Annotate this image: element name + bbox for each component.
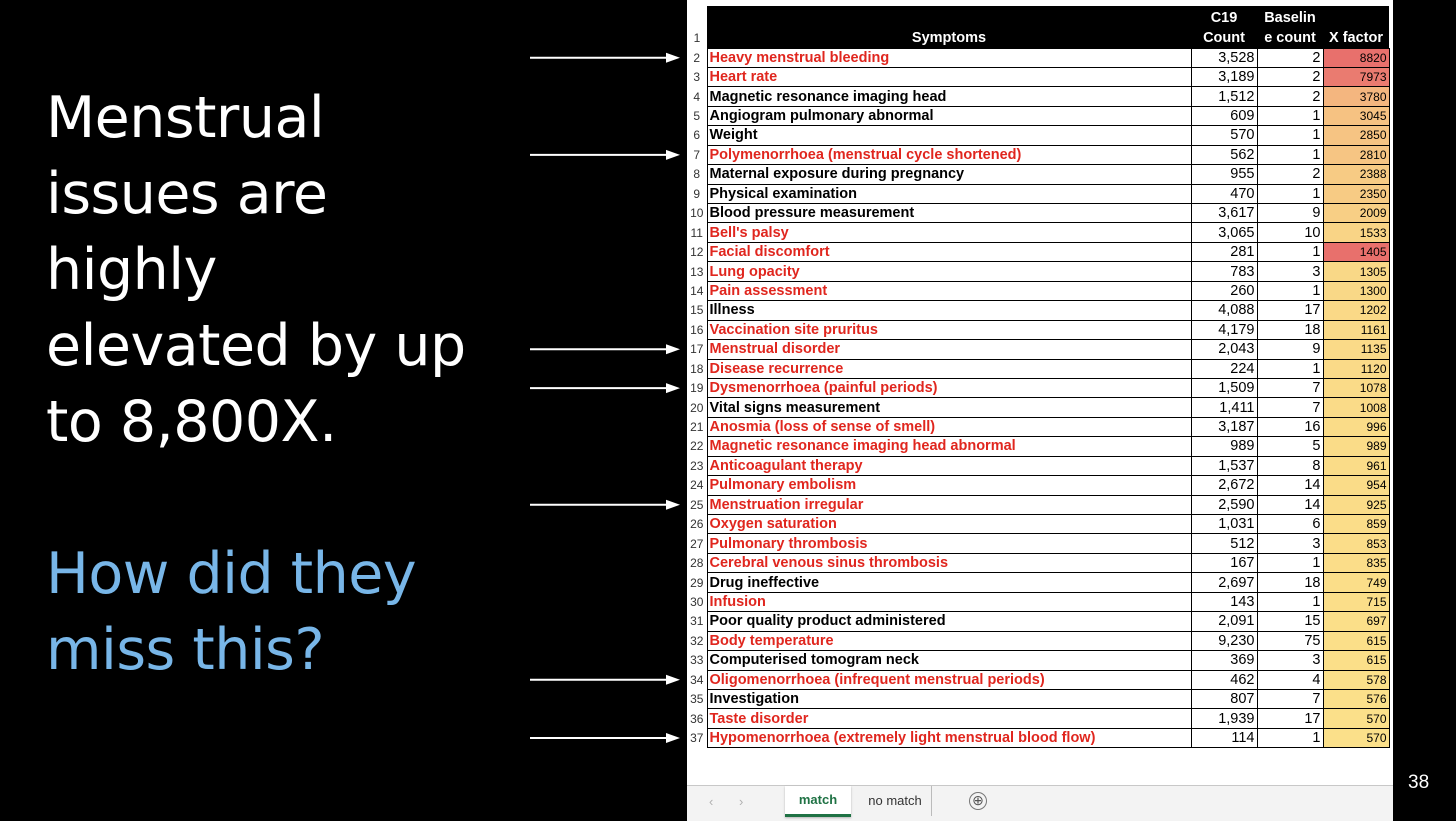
- x-factor-cell[interactable]: 2810: [1323, 145, 1389, 164]
- table-row: [687, 495, 1389, 514]
- symptom-cell[interactable]: Pulmonary thrombosis: [707, 534, 1191, 553]
- c19-count-cell[interactable]: 4,179: [1191, 320, 1257, 339]
- row-number[interactable]: 9: [687, 184, 707, 203]
- x-factor-cell[interactable]: 7973: [1323, 67, 1389, 86]
- row-number[interactable]: 3: [687, 67, 707, 86]
- baseline-count-cell[interactable]: 18: [1257, 320, 1323, 339]
- c19-count-cell[interactable]: 1,031: [1191, 515, 1257, 534]
- row-number[interactable]: 17: [687, 340, 707, 359]
- table-row: [687, 359, 1389, 378]
- arrow-right-icon: [530, 150, 680, 160]
- baseline-count-cell[interactable]: 2: [1257, 48, 1323, 67]
- headline-line: Menstrual: [46, 85, 325, 151]
- table-row: [687, 320, 1389, 339]
- row-number[interactable]: 36: [687, 709, 707, 728]
- arrow-right-icon: [530, 733, 680, 743]
- x-factor-cell[interactable]: 8820: [1323, 48, 1389, 67]
- c19-count-cell[interactable]: 9,230: [1191, 631, 1257, 650]
- row-number[interactable]: 19: [687, 378, 707, 397]
- table-row: [687, 126, 1389, 145]
- row-number[interactable]: 24: [687, 476, 707, 495]
- symptom-cell[interactable]: Vital signs measurement: [707, 398, 1191, 417]
- x-factor-cell[interactable]: 715: [1323, 592, 1389, 611]
- x-factor-cell[interactable]: 1161: [1323, 320, 1389, 339]
- baseline-count-cell[interactable]: 17: [1257, 709, 1323, 728]
- row-number[interactable]: 16: [687, 320, 707, 339]
- baseline-count-cell[interactable]: 8: [1257, 456, 1323, 475]
- x-factor-cell[interactable]: 3780: [1323, 87, 1389, 106]
- table-row: [687, 437, 1389, 456]
- x-factor-cell[interactable]: 697: [1323, 612, 1389, 631]
- row-number[interactable]: 4: [687, 87, 707, 106]
- symptom-cell[interactable]: Anosmia (loss of sense of smell): [707, 417, 1191, 436]
- row-number[interactable]: 6: [687, 126, 707, 145]
- arrow-right-icon: [530, 53, 680, 63]
- symptom-cell[interactable]: Investigation: [707, 689, 1191, 708]
- baseline-count-cell[interactable]: 1: [1257, 728, 1323, 747]
- baseline-count-cell[interactable]: 9: [1257, 204, 1323, 223]
- table-row: [687, 476, 1389, 495]
- x-factor-cell[interactable]: 853: [1323, 534, 1389, 553]
- row-number[interactable]: 23: [687, 456, 707, 475]
- baseline-count-cell[interactable]: 7: [1257, 378, 1323, 397]
- baseline-count-cell[interactable]: 16: [1257, 417, 1323, 436]
- symptom-cell[interactable]: Body temperature: [707, 631, 1191, 650]
- c19-count-cell[interactable]: 2,043: [1191, 340, 1257, 359]
- baseline-count-cell[interactable]: 3: [1257, 534, 1323, 553]
- table-row: [687, 709, 1389, 728]
- row-number[interactable]: 13: [687, 262, 707, 281]
- row-number[interactable]: 20: [687, 398, 707, 417]
- symptom-cell[interactable]: Menstrual disorder: [707, 340, 1191, 359]
- spreadsheet-grid[interactable]: [687, 6, 1390, 748]
- symptom-cell[interactable]: Cerebral venous sinus thrombosis: [707, 553, 1191, 572]
- table-row: [687, 728, 1389, 747]
- baseline-count-cell[interactable]: 3: [1257, 262, 1323, 281]
- x-factor-cell[interactable]: 1078: [1323, 378, 1389, 397]
- table-row: [687, 651, 1389, 670]
- page-number: 38: [1408, 772, 1430, 793]
- header-line: e count: [1264, 29, 1316, 46]
- x-factor-cell[interactable]: 1202: [1323, 301, 1389, 320]
- row-number[interactable]: 18: [687, 359, 707, 378]
- row-number[interactable]: 14: [687, 281, 707, 300]
- table-row: [687, 281, 1389, 300]
- x-factor-cell[interactable]: 989: [1323, 437, 1389, 456]
- baseline-count-cell[interactable]: 7: [1257, 398, 1323, 417]
- table-row: [687, 242, 1389, 261]
- table-row: [687, 378, 1389, 397]
- table-row: [687, 592, 1389, 611]
- table-row: [687, 301, 1389, 320]
- row-number[interactable]: 30: [687, 592, 707, 611]
- question-line: miss this?: [46, 617, 325, 683]
- table-row: [687, 48, 1389, 67]
- symptom-cell[interactable]: Poor quality product administered: [707, 612, 1191, 631]
- x-factor-cell[interactable]: 2350: [1323, 184, 1389, 203]
- symptom-cell[interactable]: Infusion: [707, 592, 1191, 611]
- x-factor-cell[interactable]: 996: [1323, 417, 1389, 436]
- question: [46, 536, 486, 688]
- symptom-cell[interactable]: Illness: [707, 301, 1191, 320]
- x-factor-cell[interactable]: 576: [1323, 689, 1389, 708]
- table-row: [687, 262, 1389, 281]
- baseline-count-cell[interactable]: 1: [1257, 553, 1323, 572]
- row-number[interactable]: 5: [687, 106, 707, 125]
- baseline-count-cell[interactable]: 1: [1257, 242, 1323, 261]
- c19-count-cell[interactable]: 609: [1191, 106, 1257, 125]
- x-factor-cell[interactable]: 578: [1323, 670, 1389, 689]
- table-row: [687, 223, 1389, 242]
- symptom-cell[interactable]: Dysmenorrhoea (painful periods): [707, 378, 1191, 397]
- question-line: How did they: [46, 541, 417, 607]
- headline-line: issues are: [46, 161, 328, 227]
- c19-count-cell[interactable]: 1,509: [1191, 378, 1257, 397]
- header-line: C19: [1210, 9, 1238, 26]
- symptom-cell[interactable]: Drug ineffective: [707, 573, 1191, 592]
- baseline-count-cell[interactable]: 1: [1257, 184, 1323, 203]
- x-factor-cell[interactable]: 925: [1323, 495, 1389, 514]
- c19-count-cell[interactable]: 955: [1191, 165, 1257, 184]
- symptom-cell[interactable]: Magnetic resonance imaging head abnormal: [707, 437, 1191, 456]
- baseline-count-cell[interactable]: 6: [1257, 515, 1323, 534]
- c19-count-cell[interactable]: 3,617: [1191, 204, 1257, 223]
- symptom-cell[interactable]: Bell's palsy: [707, 223, 1191, 242]
- symptom-cell[interactable]: Angiogram pulmonary abnormal: [707, 106, 1191, 125]
- x-factor-cell[interactable]: 1135: [1323, 340, 1389, 359]
- c19-count-cell[interactable]: 470: [1191, 184, 1257, 203]
- x-factor-cell[interactable]: 1533: [1323, 223, 1389, 242]
- c19-count-cell[interactable]: 1,411: [1191, 398, 1257, 417]
- symptom-cell[interactable]: Maternal exposure during pregnancy: [707, 165, 1191, 184]
- symptom-cell[interactable]: Vaccination site pruritus: [707, 320, 1191, 339]
- symptom-cell[interactable]: Pulmonary embolism: [707, 476, 1191, 495]
- baseline-count-cell[interactable]: 1: [1257, 106, 1323, 125]
- x-factor-cell[interactable]: 1305: [1323, 262, 1389, 281]
- c19-count-cell[interactable]: 2,672: [1191, 476, 1257, 495]
- c19-count-cell[interactable]: 1,512: [1191, 87, 1257, 106]
- baseline-count-cell[interactable]: 4: [1257, 670, 1323, 689]
- c19-count-cell[interactable]: 4,088: [1191, 301, 1257, 320]
- c19-count-cell[interactable]: 783: [1191, 262, 1257, 281]
- x-factor-cell[interactable]: 1120: [1323, 359, 1389, 378]
- tab-no-match[interactable]: no match: [859, 786, 932, 816]
- c19-count-cell[interactable]: 114: [1191, 728, 1257, 747]
- row-number[interactable]: 34: [687, 670, 707, 689]
- c19-count-cell[interactable]: 143: [1191, 592, 1257, 611]
- baseline-count-cell[interactable]: 1: [1257, 281, 1323, 300]
- c19-count-cell[interactable]: 3,189: [1191, 67, 1257, 86]
- spreadsheet[interactable]: [687, 0, 1393, 821]
- c19-count-cell[interactable]: 2,091: [1191, 612, 1257, 631]
- baseline-count-cell[interactable]: 9: [1257, 340, 1323, 359]
- table-row: [687, 534, 1389, 553]
- x-factor-cell[interactable]: 2009: [1323, 204, 1389, 223]
- row-number[interactable]: 12: [687, 242, 707, 261]
- symptom-cell[interactable]: Menstruation irregular: [707, 495, 1191, 514]
- c19-count-cell[interactable]: 562: [1191, 145, 1257, 164]
- arrow-right-icon: [530, 383, 680, 393]
- baseline-count-cell[interactable]: 14: [1257, 476, 1323, 495]
- symptom-cell[interactable]: Physical examination: [707, 184, 1191, 203]
- x-factor-cell[interactable]: 859: [1323, 515, 1389, 534]
- baseline-count-cell[interactable]: 2: [1257, 87, 1323, 106]
- table-row: [687, 106, 1389, 125]
- table-row: [687, 417, 1389, 436]
- row-number[interactable]: 15: [687, 301, 707, 320]
- symptom-cell[interactable]: Magnetic resonance imaging head: [707, 87, 1191, 106]
- c19-count-cell[interactable]: 167: [1191, 553, 1257, 572]
- symptom-cell[interactable]: Polymenorrhoea (menstrual cycle shortened): [707, 145, 1191, 164]
- baseline-count-cell[interactable]: 2: [1257, 165, 1323, 184]
- headline: [46, 80, 486, 460]
- x-factor-cell[interactable]: 3045: [1323, 106, 1389, 125]
- header-x-factor[interactable]: X factor: [1323, 6, 1389, 48]
- x-factor-cell[interactable]: 1008: [1323, 398, 1389, 417]
- symptom-cell[interactable]: Blood pressure measurement: [707, 204, 1191, 223]
- baseline-count-cell[interactable]: 18: [1257, 573, 1323, 592]
- c19-count-cell[interactable]: 570: [1191, 126, 1257, 145]
- sheet-tab-bar: [687, 785, 1393, 821]
- row-number[interactable]: 22: [687, 437, 707, 456]
- baseline-count-cell[interactable]: 2: [1257, 67, 1323, 86]
- baseline-count-cell[interactable]: 10: [1257, 223, 1323, 242]
- plus-circle-icon[interactable]: ⊕: [969, 792, 987, 810]
- c19-count-cell[interactable]: 989: [1191, 437, 1257, 456]
- table-row: [687, 67, 1389, 86]
- row-number[interactable]: 32: [687, 631, 707, 650]
- c19-count-cell[interactable]: 1,939: [1191, 709, 1257, 728]
- table-row: [687, 340, 1389, 359]
- c19-count-cell[interactable]: 512: [1191, 534, 1257, 553]
- table-row: [687, 573, 1389, 592]
- table-row: [687, 184, 1389, 203]
- baseline-count-cell[interactable]: 17: [1257, 301, 1323, 320]
- symptom-cell[interactable]: Computerised tomogram neck: [707, 651, 1191, 670]
- row-number[interactable]: 21: [687, 417, 707, 436]
- c19-count-cell[interactable]: 807: [1191, 689, 1257, 708]
- table-row: [687, 631, 1389, 650]
- c19-count-cell[interactable]: 260: [1191, 281, 1257, 300]
- c19-count-cell[interactable]: 3,187: [1191, 417, 1257, 436]
- baseline-count-cell[interactable]: 75: [1257, 631, 1323, 650]
- row-number[interactable]: 35: [687, 689, 707, 708]
- row-number[interactable]: 26: [687, 515, 707, 534]
- row-number[interactable]: 37: [687, 728, 707, 747]
- row-number[interactable]: 33: [687, 651, 707, 670]
- headline-line: highly: [46, 237, 217, 303]
- baseline-count-cell[interactable]: 5: [1257, 437, 1323, 456]
- header-line: Baselin: [1264, 9, 1316, 26]
- symptom-cell[interactable]: Oligomenorrhoea (infrequent menstrual periods): [707, 670, 1191, 689]
- baseline-count-cell[interactable]: 14: [1257, 495, 1323, 514]
- row-number[interactable]: 31: [687, 612, 707, 631]
- table-row: [687, 204, 1389, 223]
- symptom-cell[interactable]: Oxygen saturation: [707, 515, 1191, 534]
- x-factor-cell[interactable]: 1405: [1323, 242, 1389, 261]
- c19-count-cell[interactable]: 3,065: [1191, 223, 1257, 242]
- row-number[interactable]: 11: [687, 223, 707, 242]
- baseline-count-cell[interactable]: 1: [1257, 359, 1323, 378]
- x-factor-cell[interactable]: 835: [1323, 553, 1389, 572]
- row-number[interactable]: 29: [687, 573, 707, 592]
- x-factor-cell[interactable]: 1300: [1323, 281, 1389, 300]
- baseline-count-cell[interactable]: 1: [1257, 592, 1323, 611]
- symptom-cell[interactable]: Heavy menstrual bleeding: [707, 48, 1191, 67]
- baseline-count-cell[interactable]: 1: [1257, 126, 1323, 145]
- row-number[interactable]: 10: [687, 204, 707, 223]
- baseline-count-cell[interactable]: 15: [1257, 612, 1323, 631]
- table-row: [687, 670, 1389, 689]
- arrow-right-icon: [530, 344, 680, 354]
- x-factor-cell[interactable]: 570: [1323, 728, 1389, 747]
- c19-count-cell[interactable]: 224: [1191, 359, 1257, 378]
- header-line: Count: [1203, 29, 1245, 46]
- x-factor-cell[interactable]: 954: [1323, 476, 1389, 495]
- x-factor-cell[interactable]: 961: [1323, 456, 1389, 475]
- headline-line: to 8,800X.: [46, 389, 337, 455]
- row-number[interactable]: 27: [687, 534, 707, 553]
- symptom-cell[interactable]: Facial discomfort: [707, 242, 1191, 261]
- table-row: [687, 515, 1389, 534]
- c19-count-cell[interactable]: 462: [1191, 670, 1257, 689]
- x-factor-cell[interactable]: 2388: [1323, 165, 1389, 184]
- header-baseline-count[interactable]: [1257, 6, 1323, 48]
- baseline-count-cell[interactable]: 3: [1257, 651, 1323, 670]
- table-row: [687, 553, 1389, 572]
- c19-count-cell[interactable]: 3,528: [1191, 48, 1257, 67]
- row-number[interactable]: 2: [687, 48, 707, 67]
- table-row: [687, 87, 1389, 106]
- header-symptoms[interactable]: Symptoms: [707, 6, 1191, 48]
- x-factor-cell[interactable]: 2850: [1323, 126, 1389, 145]
- table-row: [687, 398, 1389, 417]
- symptom-cell[interactable]: Disease recurrence: [707, 359, 1191, 378]
- row-number[interactable]: 1: [687, 6, 707, 48]
- c19-count-cell[interactable]: 1,537: [1191, 456, 1257, 475]
- table-row: [687, 165, 1389, 184]
- slide-text: [46, 80, 486, 688]
- tab-match[interactable]: match: [785, 786, 851, 817]
- table-row: [687, 145, 1389, 164]
- c19-count-cell[interactable]: 369: [1191, 651, 1257, 670]
- arrow-right-icon: [530, 675, 680, 685]
- next-sheet-icon[interactable]: ›: [739, 794, 744, 809]
- x-factor-cell[interactable]: 570: [1323, 709, 1389, 728]
- x-factor-cell[interactable]: 615: [1323, 651, 1389, 670]
- arrow-annotations: [530, 0, 685, 821]
- symptom-cell[interactable]: Hypomenorrhoea (extremely light menstrual blood flow): [707, 728, 1191, 747]
- symptom-cell[interactable]: Taste disorder: [707, 709, 1191, 728]
- row-number[interactable]: 7: [687, 145, 707, 164]
- header-row: [687, 6, 1389, 48]
- symptom-cell[interactable]: Heart rate: [707, 67, 1191, 86]
- arrow-right-icon: [530, 500, 680, 510]
- symptom-cell[interactable]: Lung opacity: [707, 262, 1191, 281]
- table-row: [687, 612, 1389, 631]
- symptom-cell[interactable]: Pain assessment: [707, 281, 1191, 300]
- row-number[interactable]: 8: [687, 165, 707, 184]
- table-row: [687, 689, 1389, 708]
- x-factor-cell[interactable]: 615: [1323, 631, 1389, 650]
- row-number[interactable]: 25: [687, 495, 707, 514]
- symptom-cell[interactable]: Weight: [707, 126, 1191, 145]
- c19-count-cell[interactable]: 2,590: [1191, 495, 1257, 514]
- c19-count-cell[interactable]: 2,697: [1191, 573, 1257, 592]
- symptom-cell[interactable]: Anticoagulant therapy: [707, 456, 1191, 475]
- baseline-count-cell[interactable]: 7: [1257, 689, 1323, 708]
- header-c19-count[interactable]: [1191, 6, 1257, 48]
- baseline-count-cell[interactable]: 1: [1257, 145, 1323, 164]
- x-factor-cell[interactable]: 749: [1323, 573, 1389, 592]
- table-row: [687, 456, 1389, 475]
- headline-line: elevated by up: [46, 313, 466, 379]
- prev-sheet-icon[interactable]: ‹: [709, 794, 714, 809]
- row-number[interactable]: 28: [687, 553, 707, 572]
- c19-count-cell[interactable]: 281: [1191, 242, 1257, 261]
